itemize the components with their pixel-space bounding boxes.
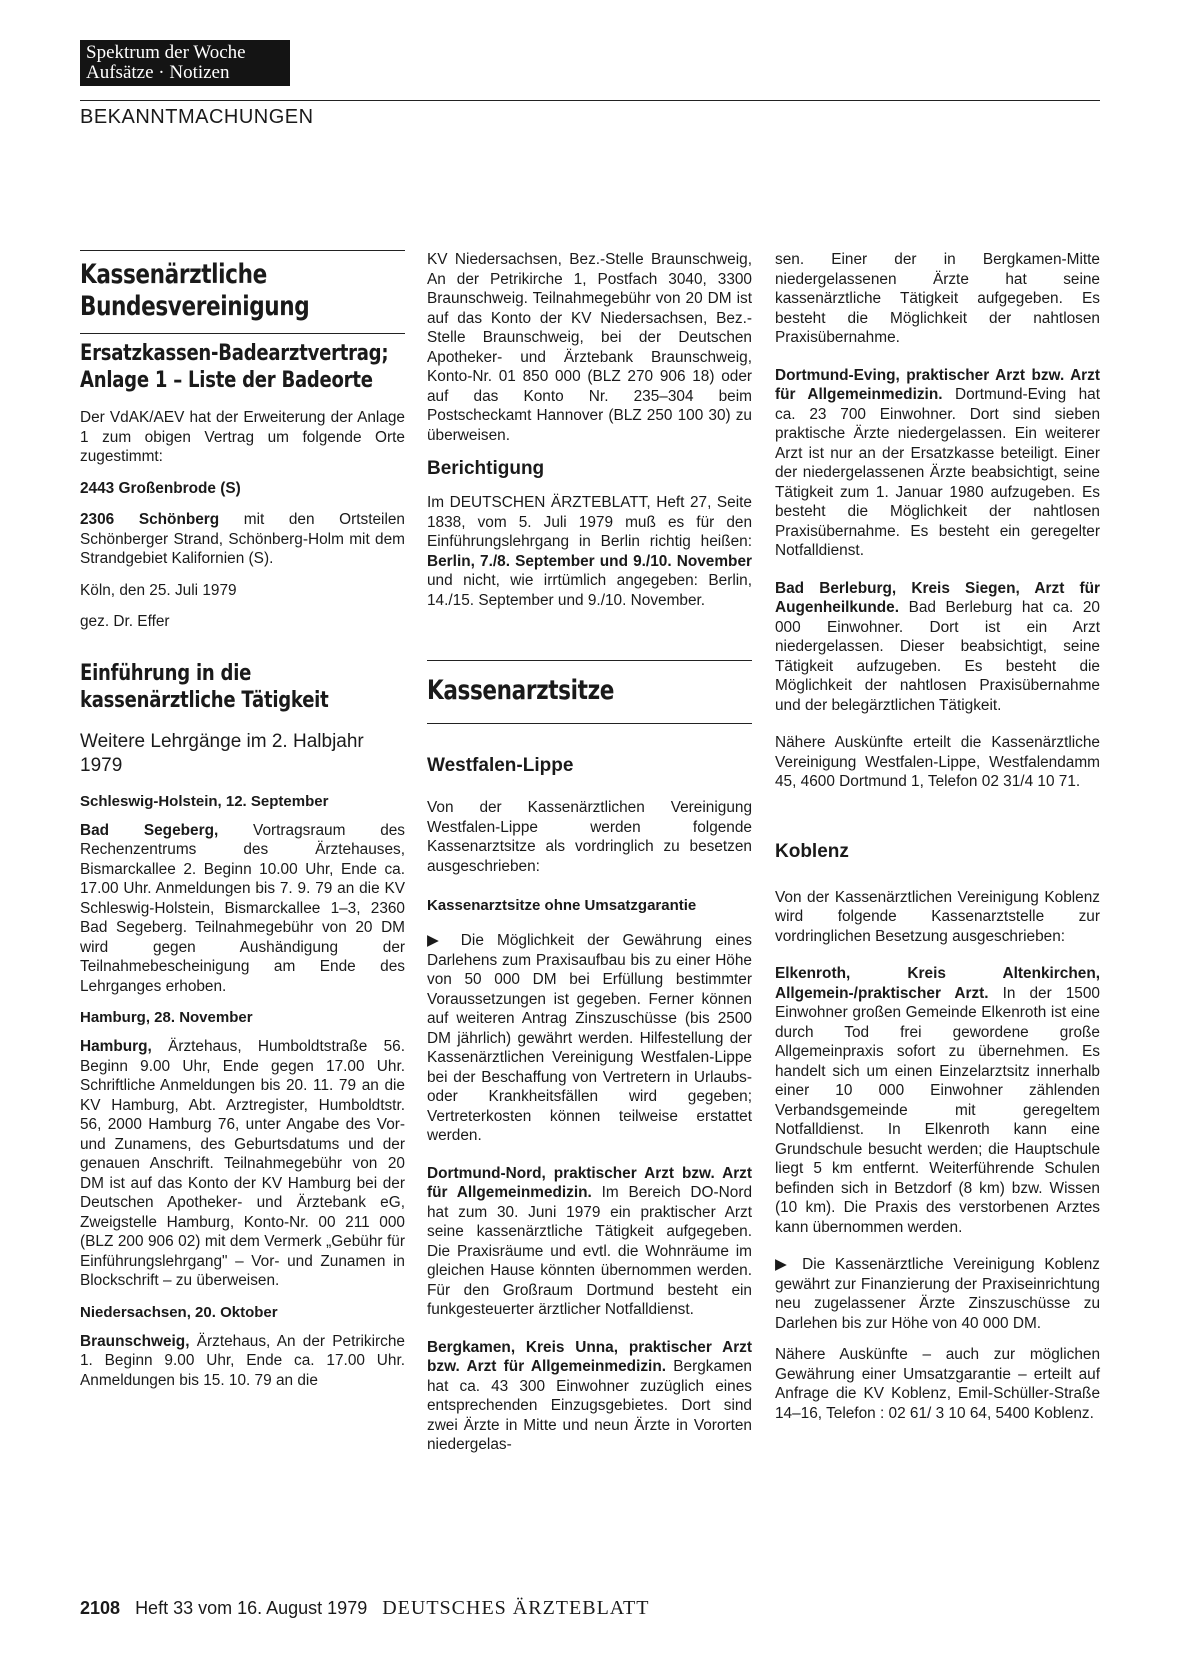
paragraph (427, 493, 752, 610)
bold-lead: Dortmund-Eving, praktischer Arzt bzw. Arzt für Allgemeinmedizin. (775, 366, 1100, 403)
column-2 (427, 250, 752, 1467)
bold-lead: Hamburg, (80, 1038, 152, 1055)
paragraph: Von der Kassenärztlichen Vereinigung Westfalen-Lippe werden folgende Kassenarztsitze als vordringlich zu besetzen ausgeschrieben: (427, 799, 752, 875)
paragraph: Nähere Auskünfte – auch zur möglichen Gewährung einer Umsatzgarantie – erteilt auf Anfrage die KV Koblenz, Emil-Schüller-Straße 14–16, Telefon : 02 61/ 3 10 64, 5400 Koblenz. (775, 1346, 1100, 1422)
rule (80, 250, 405, 251)
subheading-niedersachsen: Niedersachsen, 20. Oktober (80, 1303, 278, 1321)
page-number: 2108 (80, 1598, 121, 1618)
paragraph: KV Niedersachsen, Bez.-Stelle Braunschweig, An der Petrikirche 1, Postfach 3040, 3300 Braunschweig. Teilnahmegebühr von 20 DM ist auf das Konto der KV Niedersachsen, Bez.-Stelle Braunschweig, bei der Deutschen Apotheker- und Ärztebank Braunschweig, Konto-Nr. 01 850 000 (BLZ 270 906 18) oder auf das Konto Nr. 235–304 beim Postscheckamt Hannover (BLZ 250 100 30) zu überweisen. (427, 251, 752, 444)
paragraph (80, 479, 405, 499)
bold-lead: 2443 Großenbrode (S) (80, 479, 241, 497)
paragraph (775, 366, 1100, 561)
page-footer (80, 1597, 649, 1620)
magazine-name: DEUTSCHES ÄRZTEBLATT (382, 1597, 650, 1619)
paragraph (80, 510, 405, 569)
paragraph (80, 1037, 405, 1291)
heading-kassenarztsitze: Kassenarztsitze (427, 675, 614, 706)
paragraph (80, 1332, 405, 1391)
paragraph-text: mit den Ortsteilen Schönberger Strand, Schönberg-Holm mit dem Strandgebiet Kalifornien (S). (80, 511, 405, 567)
header-line-1: Spektrum der Woche (86, 42, 246, 63)
paragraph (427, 1338, 752, 1455)
paragraph (80, 821, 405, 997)
paragraph-text: Ärztehaus, Humboldtstraße 56. Beginn 9.00 Uhr, Ende gegen 17.00 Uhr. Schriftliche Anmeldungen bis 20. 11. 79 an die KV Hamburg, Abt. Arztregister, Humboldtstr. 56, 2000 Hamburg 76, unter Angabe des Vor- und Zunamens, des Geburtsdatums und der genauen Anschrift. Teilnahmegebühr von 20 DM ist auf das Konto der KV Hamburg bei der Deutschen Apotheker- und Ärztebank eG, Zweigstelle Hamburg, Konto-Nr. 00 211 000 (BLZ 200 906 02) mit dem Vermerk „Gebühr für Einführungslehrgang" – Vor- und Zunamen in Blockschrift – zu überweisen. (80, 1038, 405, 1289)
paragraph: Der VdAK/AEV hat der Erweiterung der Anlage 1 zum obigen Vertrag um folgende Orte zugestimmt: (80, 409, 405, 465)
paragraph-text: In der 1500 Einwohner großen Gemeinde Elkenroth ist eine durch Tod frei gewordene große Allgemeinpraxis sofort zu übernehmen. Es handelt sich um einen Einzelarztsitz innerhalb einer 10 000 Einwohner zählenden Verbandsgemeinde mit geregeltem Notfalldienst. In Elkenroth kann eine Grundschule besucht werden; die Hauptschule liegt 5 km entfernt. Weiterführende Schulen befinden sich in Betzdorf (8 km) bzw. Wissen (10 km). Die Praxis des verstorbenen Arztes kann übernommen werden. (775, 984, 1100, 1236)
issue-info: Heft 33 vom 16. August 1979 (135, 1598, 368, 1618)
rule (427, 660, 752, 661)
subheading-hamburg: Hamburg, 28. November (80, 1009, 253, 1026)
bold-lead: Bergkamen, Kreis Unna, praktischer Arzt bzw. Arzt für Allgemeinmedizin. (427, 1338, 752, 1375)
bold-lead: Bad Segeberg, (80, 821, 219, 839)
heading-einfuehrung: Einführung in die kassenärztliche Tätigkeit (80, 660, 329, 713)
rule (80, 333, 405, 334)
column-1 (80, 250, 405, 1402)
bold-text: Berlin, 7./8. September und 9./10. November (427, 552, 752, 570)
subheading-ohne-umsatzgarantie: Kassenarztsitze ohne Umsatzgarantie (427, 897, 697, 914)
section-header-box (80, 40, 290, 86)
heading-koblenz: Koblenz (775, 840, 849, 862)
column-3 (775, 250, 1100, 1435)
paragraph (775, 579, 1100, 716)
paragraph-text: Bad Berleburg hat ca. 20 000 Einwohner. Dort ist ein Arzt niedergelassen. Dieser beabsichtigt, seine Tätigkeit aufzugeben. Es besteht die Möglichkeit der nahtlosen Praxisübernahme und der belegärztlichen Tätigkeit. (775, 599, 1100, 714)
bold-lead: 2306 Schönberg (80, 511, 220, 528)
heading-westfalen-lippe: Westfalen-Lippe (427, 755, 574, 776)
heading-badearztvertrag: Ersatzkassen-Badearztvertrag; Anlage 1 – Liste der Badeorte (80, 341, 389, 393)
bold-lead: Elkenroth, Kreis Altenkirchen, Allgemein-/praktischer Arzt. (775, 965, 1100, 1002)
paragraph-text: Vortragsraum des Rechenzentrums des Ärztehauses, Bismarckallee 2. Beginn 10.00 Uhr, Ende ca. 17.00 Uhr. Anmeldungen bis 7. 9. 79 an die KV Schleswig-Holstein, Bismarckallee 1–3, 2360 Bad Segeberg. Teilnahmegebühr von 20 DM wird gegen Aushändigung der Teilnahmebescheinigung am Ende des Lehrganges erhoben. (80, 821, 406, 995)
paragraph-date: Köln, den 25. Juli 1979 (80, 581, 237, 599)
bold-lead: Dortmund-Nord, praktischer Arzt bzw. Arzt für Allgemeinmedizin. (427, 1164, 752, 1201)
section-label: BEKANNTMACHUNGEN (80, 106, 314, 128)
bold-lead: Bad Berleburg, Kreis Siegen, Arzt für Augenheilkunde. (775, 579, 1100, 616)
bold-lead: Braunschweig, (80, 1332, 190, 1350)
paragraph-text: Dortmund-Eving hat ca. 23 700 Einwohner. Dort sind sieben praktische Ärzte niedergelassen. Ein weiterer Arzt ist nur an der Ersatzkasse beteiligt. Einer der niedergelassenen Ärzte beabsichtigt, seine Tätigkeit zum 1. Januar 1980 aufzugeben. Es besteht die Möglichkeit der nahtlosen Praxisübernahme. Es besteht ein geregelter Notfalldienst. (775, 386, 1100, 559)
header-line-2: Aufsätze · Notizen (86, 62, 230, 83)
subheading-lehrgaenge: Weitere Lehrgänge im 2. Halbjahr 1979 (80, 730, 364, 776)
paragraph: ▶ Die Kassenärztliche Vereinigung Koblenz gewährt zur Finanzierung der Praxiseinrichtung neu zugelassener Ärzte Zinszuschüsse zu Darlehen bis zur Höhe von 40 000 DM. (775, 1256, 1100, 1332)
paragraph (775, 964, 1100, 1237)
paragraph: Von der Kassenärztlichen Vereinigung Koblenz wird folgende Kassenarztstelle zur vordringlichen Besetzung ausgeschrieben: (775, 888, 1100, 945)
heading-berichtigung: Berichtigung (427, 458, 545, 479)
heading-kbv: Kassenärztliche Bundesvereinigung (80, 259, 310, 322)
paragraph-text: Bergkamen hat ca. 43 300 Einwohner zuzüglich eines entsprechenden Einzugsgebietes. Dort sind zwei Ärzte in Mitte und neun Ärzte in Vororten niedergelas- (427, 1358, 752, 1453)
paragraph: ▶ Die Möglichkeit der Gewährung eines Darlehens zum Praxisaufbau bis zu einer Höhe von 50 000 DM bei Erfüllung bestimmter Voraussetzungen ist gegeben. Ferner können auf weiteren Antrag Zinszuschüsse (bis 2500 DM jährlich) gewährt werden. Hilfestellung der Kassenärztlichen Vereinigung Westfalen-Lippe bei der Beschaffung von Vertretern in Urlaubs- oder Krankheitsfällen wird gegeben; Vertreterkosten können teilweise erstattet werden. (427, 932, 752, 1144)
paragraph: Nähere Auskünfte erteilt die Kassenärztliche Vereinigung Westfalen-Lippe, Westfalendamm 45, 4600 Dortmund 1, Telefon 02 31/4 10 71. (775, 734, 1100, 790)
subheading-schleswig-holstein: Schleswig-Holstein, 12. September (80, 792, 329, 810)
top-rule (80, 100, 1100, 101)
paragraph (427, 1164, 752, 1320)
paragraph-text: und nicht, wie irrtümlich angegeben: Berlin, 14./15. September und 9./10. November. (427, 572, 752, 609)
paragraph-signature: gez. Dr. Effer (80, 613, 170, 630)
paragraph-text: Im DEUTSCHEN ÄRZTEBLATT, Heft 27, Seite 1838, vom 5. Juli 1979 muß es für den Einführungslehrgang in Berlin richtig heißen: (427, 494, 752, 550)
paragraph-text: Im Bereich DO-Nord hat zum 30. Juni 1979 ein praktischer Arzt seine kassenärztliche Tätigkeit aufgegeben. Die Praxisräume und evtl. die Wohnräume im gleichen Hause könnten übernommen werden. Für den Großraum Dortmund besteht ein funkgesteuerter ärztlicher Notfalldienst. (427, 1184, 752, 1318)
paragraph-text: Ärztehaus, An der Petrikirche 1. Beginn 9.00 Uhr, Ende ca. 17.00 Uhr. Anmeldungen bis 15. 10. 79 an die (80, 1332, 405, 1389)
paragraph: sen. Einer der in Bergkamen-Mitte niedergelassenen Ärzte hat seine kassenärztliche Tätigkeit aufgegeben. Es besteht die Möglichkeit der nahtlosen Praxisübernahme. (775, 251, 1100, 346)
